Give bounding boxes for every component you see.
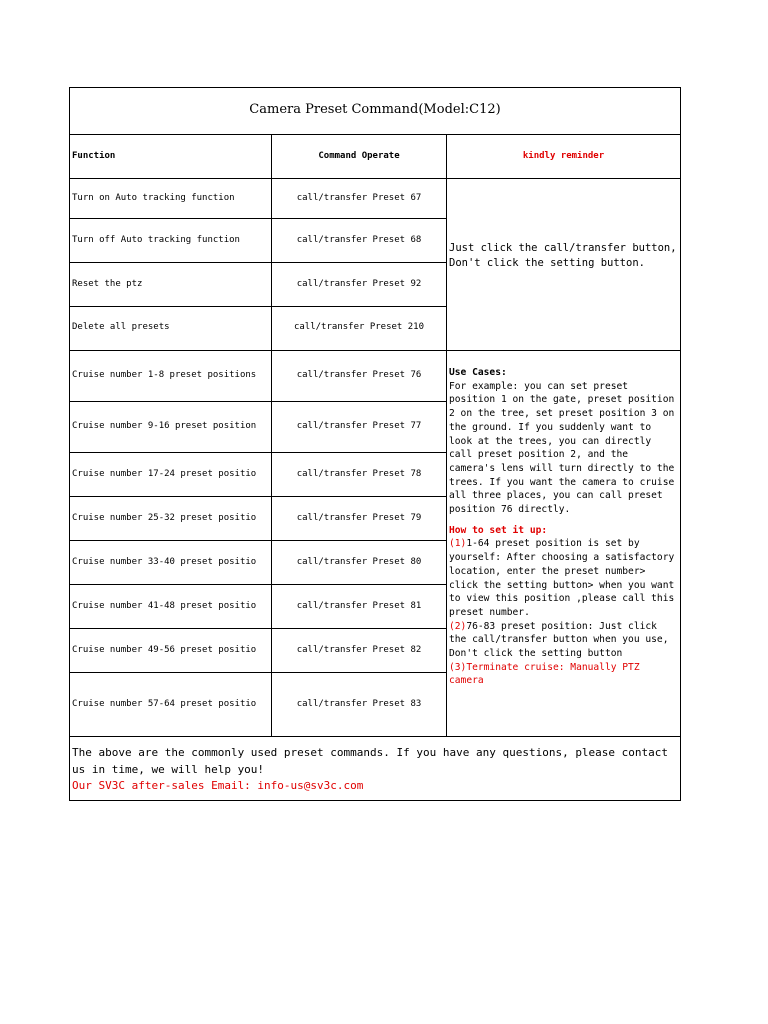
step-number: (1) <box>449 538 467 550</box>
grid-line <box>70 584 446 585</box>
grid-line <box>70 134 680 135</box>
support-email: Our SV3C after-sales Email: info-us@sv3c.com <box>72 779 364 792</box>
use-cases-heading: Use Cases: <box>449 367 507 378</box>
row-command: call/transfer Preset 92 <box>296 279 422 289</box>
step-text: 76-83 preset position: Just click the call/transfer button when you use, Don't click the setting button <box>449 620 669 660</box>
setup-step-2 <box>449 620 680 661</box>
row-function: Cruise number 49-56 preset positio <box>72 645 257 655</box>
row-command: call/transfer Preset 79 <box>296 513 422 523</box>
header-kindly-reminder: kindly reminder <box>522 151 605 161</box>
row-function: Turn off Auto tracking function <box>72 235 240 245</box>
row-function: Cruise number 9-16 preset position <box>72 421 257 431</box>
step-text: 1-64 preset position is set by yourself: After choosing a satisfactory location, enter the preset number> click the setting button> when you want to view this position ,please call this preset number. <box>449 538 675 618</box>
row-command: call/transfer Preset 78 <box>296 469 422 479</box>
grid-line <box>70 401 446 402</box>
row-command: call/transfer Preset 83 <box>296 699 422 709</box>
row-function: Cruise number 1-8 preset positions <box>72 370 257 380</box>
row-function: Cruise number 41-48 preset positio <box>72 601 257 611</box>
grid-line <box>70 628 446 629</box>
grid-line <box>70 736 680 737</box>
grid-line <box>70 350 680 351</box>
row-function: Cruise number 25-32 preset positio <box>72 513 257 523</box>
grid-line <box>70 540 446 541</box>
use-cases-block <box>449 366 680 688</box>
setup-step-1 <box>449 537 680 619</box>
setup-heading: How to set it up: <box>449 524 548 536</box>
grid-line <box>446 134 447 736</box>
row-function: Cruise number 17-24 preset positio <box>72 469 257 479</box>
row-command: call/transfer Preset 76 <box>296 370 422 380</box>
footer-note <box>72 745 676 795</box>
row-command: call/transfer Preset 67 <box>296 193 422 203</box>
row-command: call/transfer Preset 80 <box>296 557 422 567</box>
row-function: Reset the ptz <box>72 279 143 289</box>
row-function: Cruise number 33-40 preset positio <box>72 557 257 567</box>
grid-line <box>70 672 446 673</box>
grid-line <box>70 218 446 219</box>
row-command: call/transfer Preset 68 <box>296 235 422 245</box>
row-function: Cruise number 57-64 preset positio <box>72 699 257 709</box>
preset-command-sheet <box>69 87 681 801</box>
row-function: Delete all presets <box>72 322 170 332</box>
grid-line <box>70 262 446 263</box>
row-function: Turn on Auto tracking function <box>72 193 235 203</box>
reminder-note <box>449 241 679 271</box>
step-number: (2) <box>449 620 467 632</box>
footer-message: The above are the commonly used preset commands. If you have any questions, please contact us in time, we will help you! <box>72 746 669 776</box>
grid-line <box>70 496 446 497</box>
grid-line <box>70 452 446 453</box>
row-command: call/transfer Preset 82 <box>296 645 422 655</box>
header-function: Function <box>72 151 116 161</box>
row-command: call/transfer Preset 81 <box>296 601 422 611</box>
grid-line <box>70 306 446 307</box>
row-command: call/transfer Preset 77 <box>296 421 422 431</box>
header-command-operate: Command Operate <box>318 151 400 161</box>
reminder-line: Don't click the setting button. <box>449 257 645 269</box>
row-command: call/transfer Preset 210 <box>293 322 425 332</box>
use-cases-text: For example: you can set preset position 1 on the gate, preset position 2 on the tree, set preset position 3 on the ground. If you suddenly want to look at the trees, you can directly call preset position 2, and the camera's lens will turn directly to the trees. If you want the camera to cruise all three places, you can call preset position 76 directly. <box>449 380 675 516</box>
page-title: Camera Preset Command(Model:C12) <box>249 102 501 117</box>
reminder-line: Just click the call/transfer button, <box>449 242 677 254</box>
grid-line <box>70 178 680 179</box>
setup-step-3: (3)Terminate cruise: Manually PTZ camera <box>449 661 640 687</box>
